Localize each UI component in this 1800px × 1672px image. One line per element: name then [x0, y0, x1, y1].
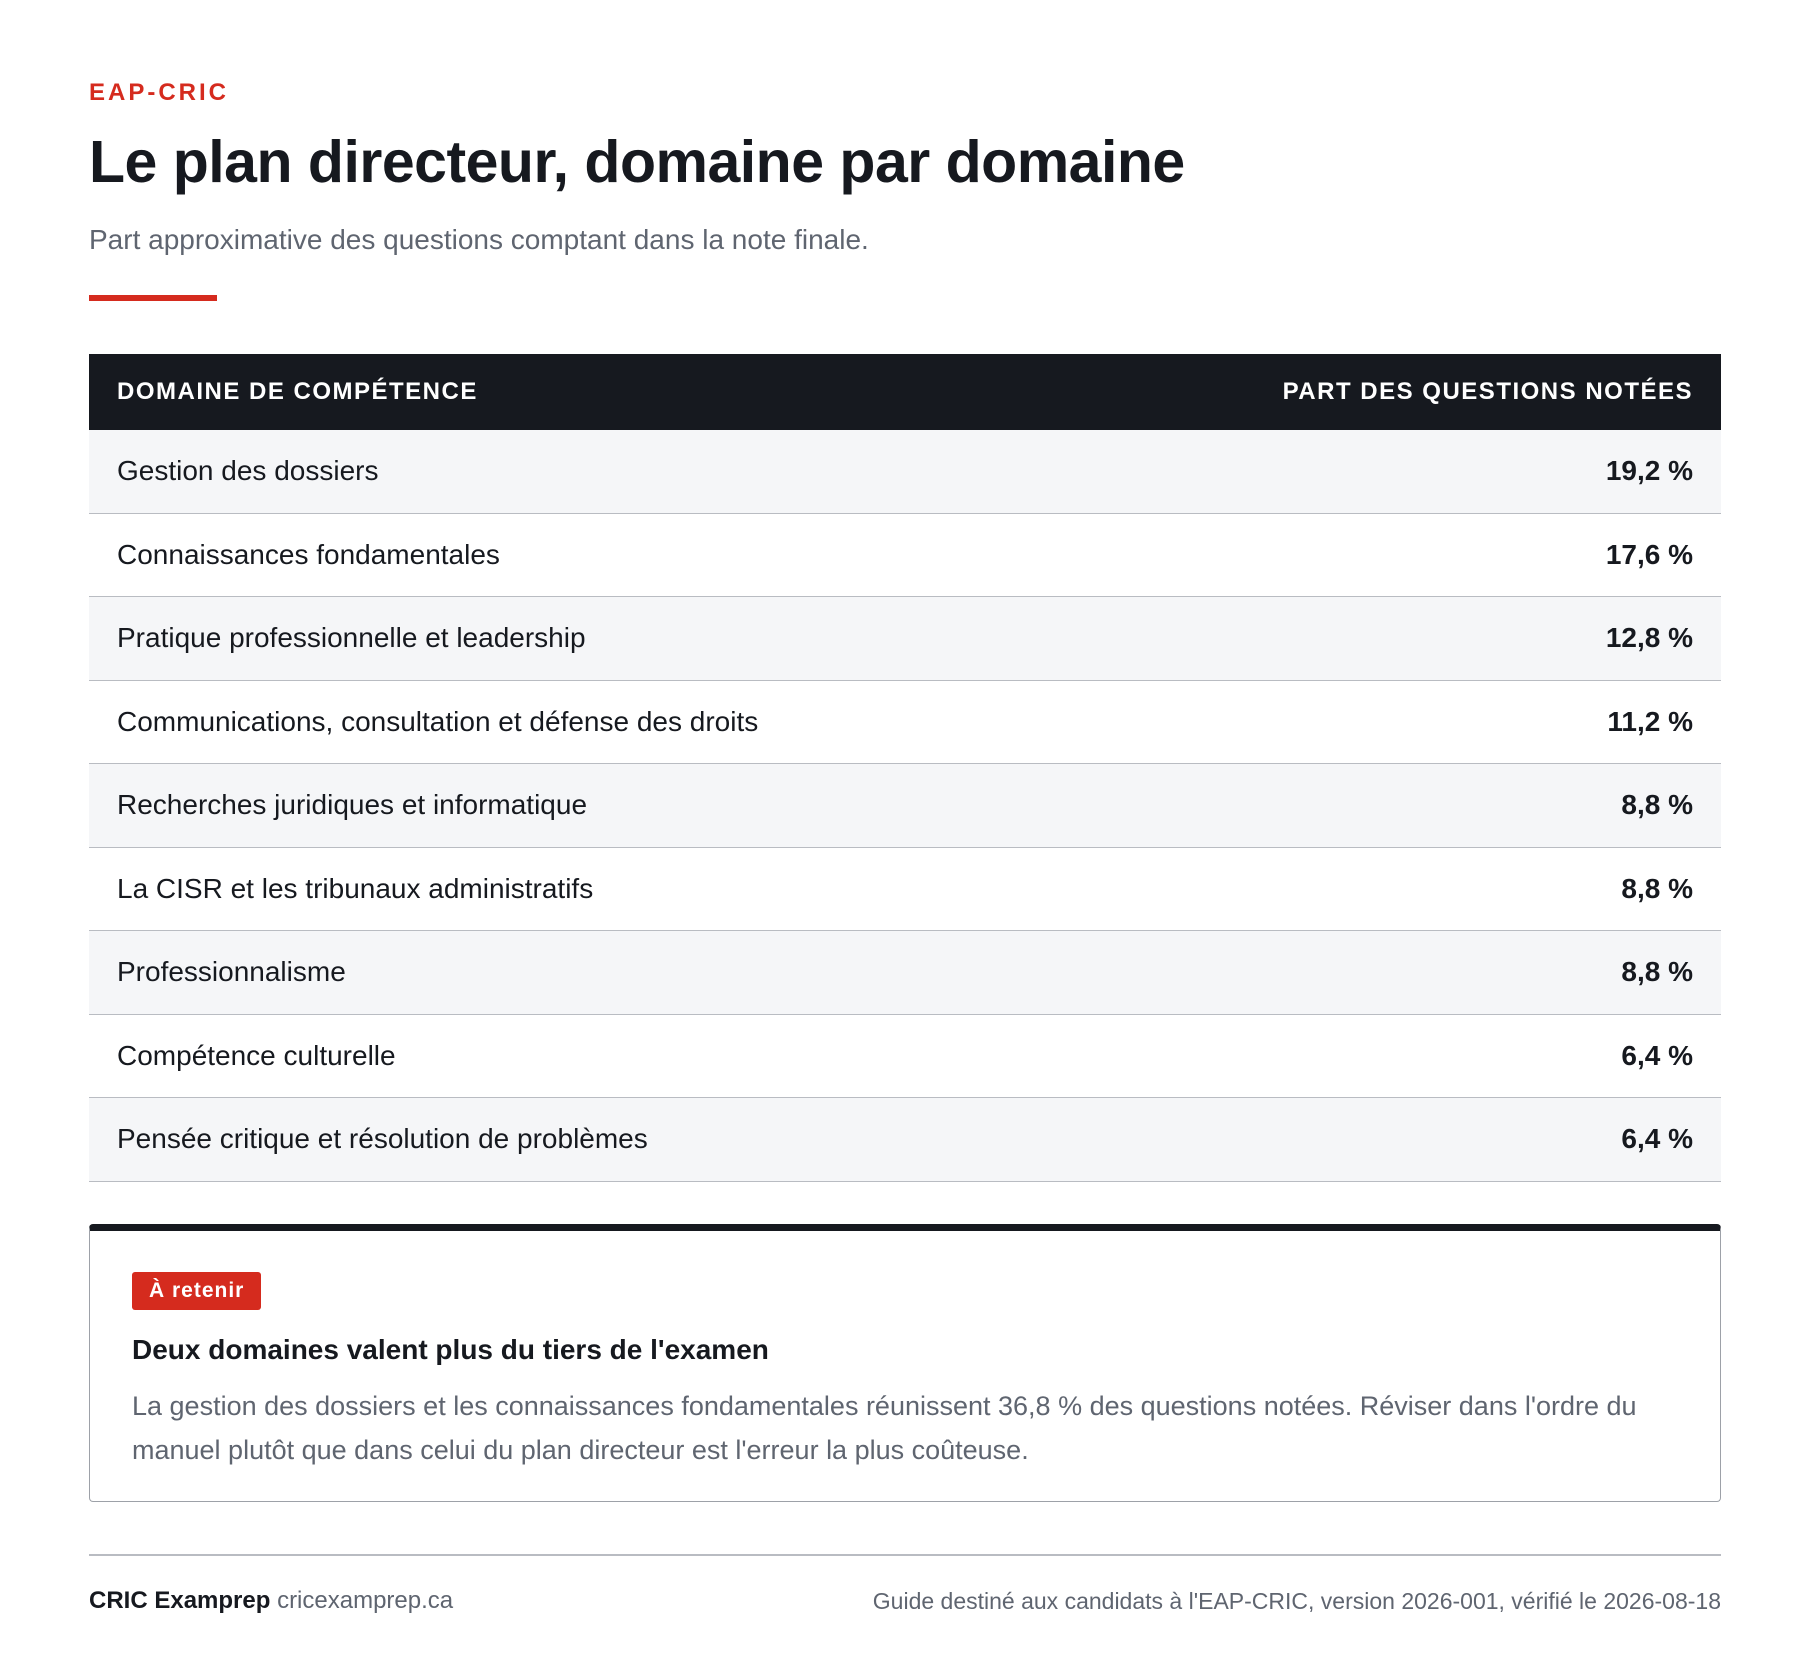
callout-title: Deux domaines valent plus du tiers de l'examen — [132, 1334, 769, 1365]
domain-share: 8,8 % — [1621, 872, 1693, 904]
table-row — [89, 848, 1721, 932]
takeaway-badge: À retenir — [132, 1272, 261, 1310]
key-takeaway-callout — [89, 1224, 1721, 1502]
domain-share: 19,2 % — [1605, 455, 1693, 487]
domain-name: Pensée critique et résolution de problèmes — [117, 1123, 648, 1155]
page-title: Le plan directeur, domaine par domaine — [89, 129, 1185, 195]
domain-share: 6,4 % — [1621, 1123, 1693, 1155]
domain-name: Compétence culturelle — [117, 1039, 396, 1071]
callout-body: La gestion des dossiers et les connaissances fondamentales réunissent 36,8 % des questions notées. Réviser dans l'ordre du manuel plutôt que dans celui du plan directeur est l'erreur la plus coûteuse. — [132, 1391, 1637, 1465]
table-row — [89, 1015, 1721, 1099]
table-row — [89, 764, 1721, 848]
domain-name: Professionnalisme — [117, 956, 346, 988]
table-body — [89, 430, 1721, 1182]
domain-name: Connaissances fondamentales — [117, 538, 500, 570]
column-header-domain: DOMAINE DE COMPÉTENCE — [117, 378, 478, 405]
table-row — [89, 681, 1721, 765]
table-row — [89, 1098, 1721, 1182]
table-header — [89, 354, 1721, 430]
footer-site-link[interactable]: cricexamprep.ca — [277, 1587, 454, 1614]
domain-share: 12,8 % — [1605, 622, 1693, 654]
domain-name: Communications, consultation et défense des droits — [117, 705, 759, 737]
table-row — [89, 597, 1721, 681]
table-row — [89, 931, 1721, 1015]
domain-share: 17,6 % — [1605, 538, 1693, 570]
domain-share: 11,2 % — [1607, 705, 1693, 737]
eyebrow-label: EAP-CRIC — [89, 79, 230, 106]
domain-name: Recherches juridiques et informatique — [117, 789, 588, 821]
table-row — [89, 514, 1721, 598]
domain-name: La CISR et les tribunaux administratifs — [117, 872, 594, 904]
page-subtitle: Part approximative des questions comptant dans la note finale. — [89, 224, 869, 255]
domain-table — [89, 354, 1721, 1182]
footer-brand-block — [89, 1587, 453, 1615]
domain-share: 6,4 % — [1621, 1039, 1693, 1071]
footer-brand: CRIC Examprep — [89, 1587, 271, 1614]
domain-name: Pratique professionnelle et leadership — [117, 622, 586, 654]
domain-share: 8,8 % — [1621, 789, 1693, 821]
footer-note: Guide destiné aux candidats à l'EAP-CRIC, version 2026-001, vérifié le 2026-08-18 — [872, 1588, 1721, 1614]
footer-divider — [89, 1554, 1721, 1556]
domain-name: Gestion des dossiers — [117, 455, 379, 487]
domain-share: 8,8 % — [1621, 956, 1693, 988]
column-header-share: PART DES QUESTIONS NOTÉES — [1282, 378, 1693, 405]
accent-rule — [89, 295, 217, 301]
table-row — [89, 430, 1721, 514]
